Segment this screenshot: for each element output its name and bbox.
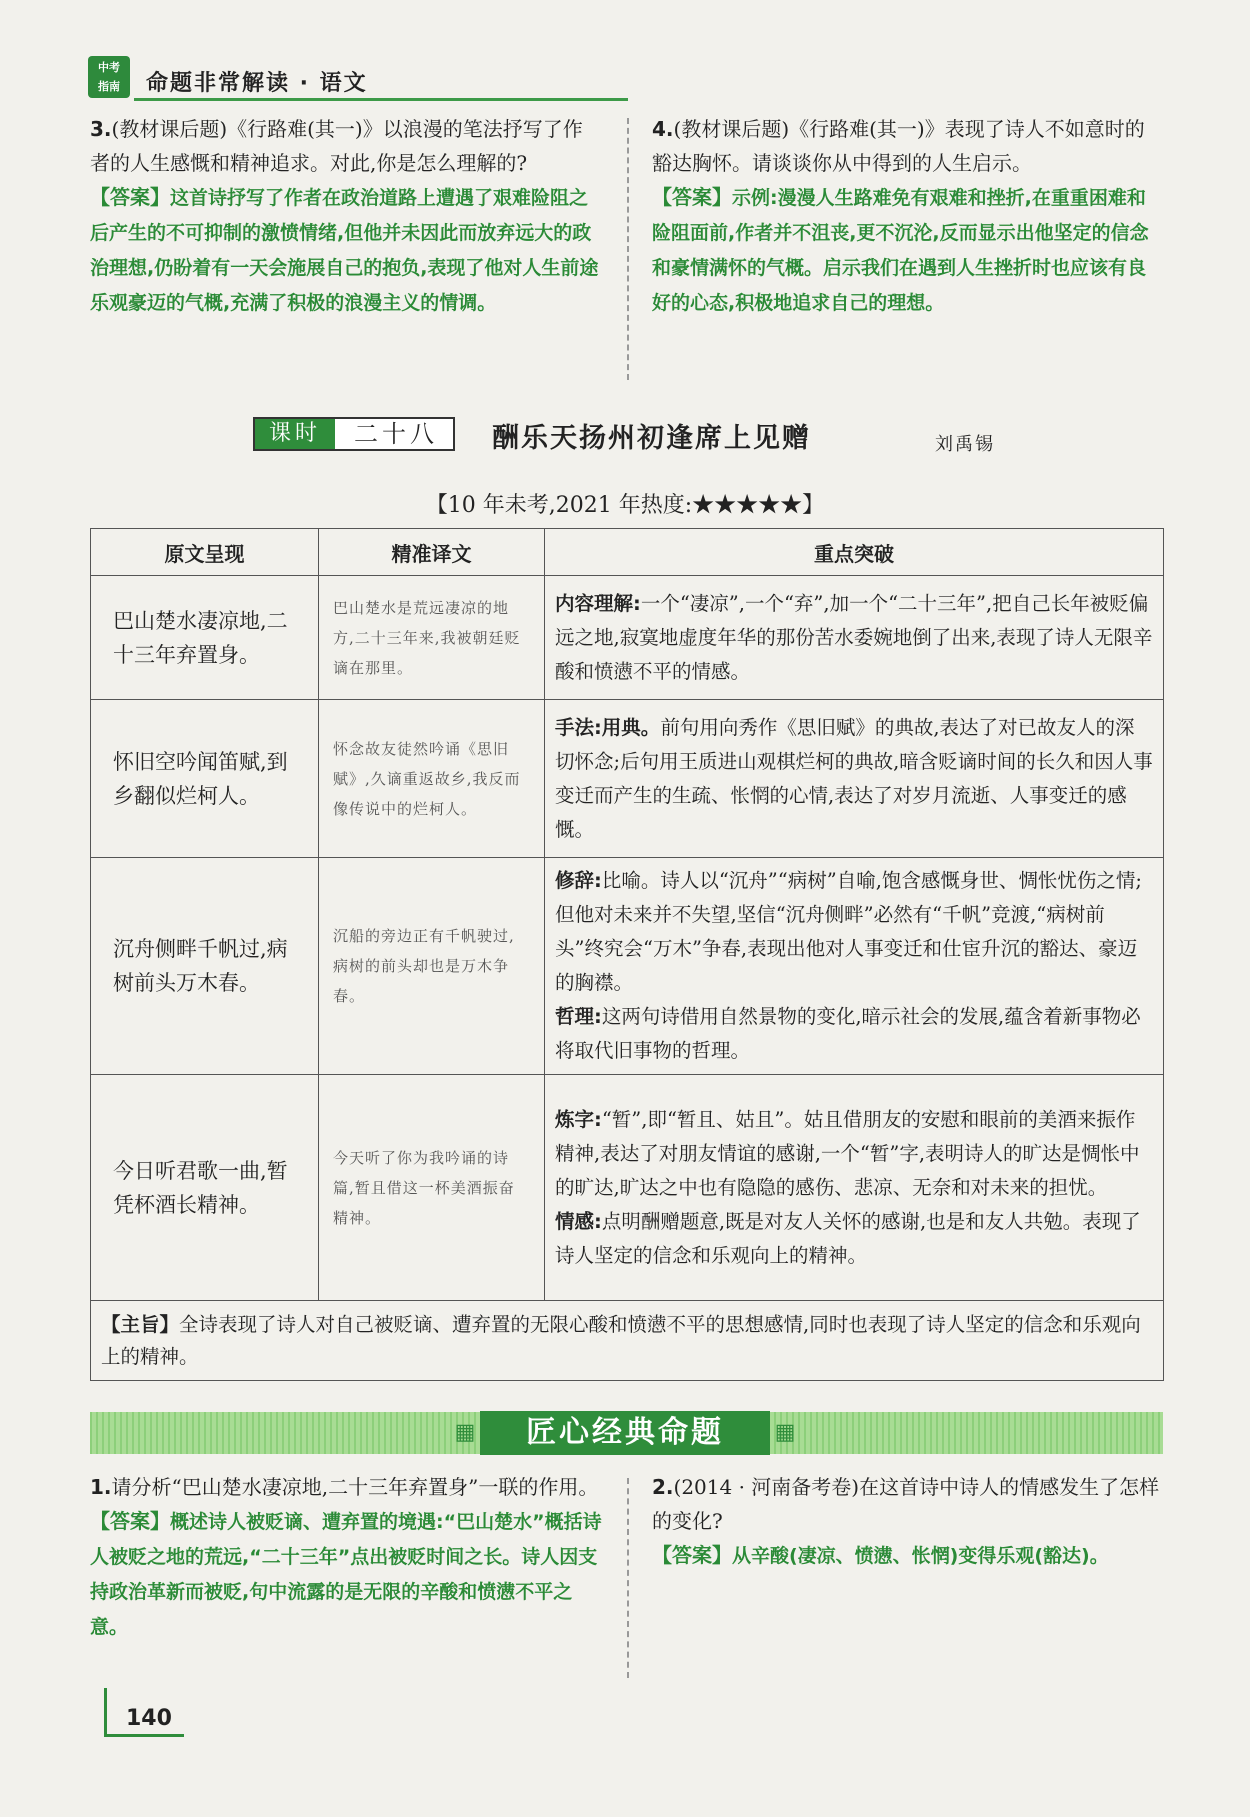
answer-text: 这首诗抒写了作者在政治道路上遭遇了艰难险阻之后产生的不可抑制的激愤情绪,但他并未因此而放弃远大的政治理想,仍盼着有一天会施展自己的抱负,表现了他对人生前途乐观豪迈的气概,充满了积极的浪漫主义的情调。: [90, 187, 599, 314]
translation-text: 巴山楚水是荒远凄凉的地方,二十三年来,我被朝廷贬谪在那里。: [319, 576, 545, 700]
point-text: “暂”,即“暂且、姑且”。姑且借朋友的安慰和眼前的美酒来振作精神,表达了对朋友情谊的感谢,一个“暂”字,表明诗人的旷达是惆怅中的旷达,旷达之中也有隐隐的感伤、悲凉、无奈和对未来的担忧。: [555, 1107, 1140, 1199]
table-header-row: [91, 529, 1164, 576]
answer-label: 【答案】: [652, 185, 732, 209]
key-points: [545, 1075, 1164, 1301]
question-3: [90, 112, 602, 320]
point-label: 内容理解:: [555, 591, 641, 615]
key-points: [545, 576, 1164, 700]
question-text: (教材课后题)《行路难(其一)》以浪漫的笔法抒写了作者的人生感慨和精神追求。对此,你是怎么理解的?: [90, 117, 583, 175]
section-title: 匠心经典命题: [480, 1411, 770, 1455]
point-label: 炼字:: [555, 1107, 602, 1131]
answer-text: 概述诗人被贬谪、遭弃置的境遇:“巴山楚水”概括诗人被贬之地的荒远,“二十三年”点出被贬时间之长。诗人因支持政治革新而被贬,句中流露的是无限的辛酸和愤懑不平之意。: [90, 1511, 602, 1638]
header-original: 原文呈现: [91, 529, 319, 576]
question-text: (教材课后题)《行路难(其一)》表现了诗人不如意时的豁达胸怀。请谈谈你从中得到的人生启示。: [652, 117, 1145, 175]
question-number: 3.: [90, 117, 112, 141]
question-number: 2.: [652, 1475, 674, 1499]
point-label: 手法:用典。: [555, 715, 661, 739]
table-row: [91, 1075, 1164, 1301]
question-1: [90, 1470, 602, 1644]
page-number-bar: [104, 1688, 107, 1734]
question-text: (2014 · 河南备考卷)在这首诗中诗人的情感发生了怎样的变化?: [652, 1475, 1160, 1533]
header-translation: 精准译文: [319, 529, 545, 576]
original-text: 今日听君歌一曲,暂凭杯酒长精神。: [91, 1075, 319, 1301]
poem-author: 刘禹锡: [935, 434, 995, 455]
answer-label: 【答案】: [90, 185, 170, 209]
point-text: 这两句诗借用自然景物的变化,暗示社会的发展,蕴含着新事物必将取代旧事物的哲理。: [555, 1005, 1141, 1062]
table-row: [91, 576, 1164, 700]
page-number-underline: [104, 1734, 184, 1737]
page-header: [88, 52, 628, 102]
key-points: [545, 858, 1164, 1075]
question-2: [652, 1470, 1162, 1573]
table-row: [91, 858, 1164, 1075]
theme-label: 【主旨】: [101, 1312, 180, 1336]
point-label: 情感:: [555, 1209, 602, 1233]
point-text: 一个“凄凉”,一个“弃”,加一个“二十三年”,把自己长年被贬偏远之地,寂寞地虚度年华的那份苦水委婉地倒了出来,表现了诗人无限辛酸和愤懑不平的情感。: [555, 591, 1153, 683]
answer-label: 【答案】: [90, 1509, 170, 1533]
ornament-icon: ▦: [454, 1420, 476, 1445]
table-row: [91, 700, 1164, 858]
analysis-table: [90, 528, 1164, 1381]
poem-title: 酬乐天扬州初逢席上见赠: [492, 423, 811, 454]
brand-logo: 中考 指南: [88, 56, 130, 98]
page-number: 140: [126, 1706, 172, 1731]
translation-text: 今天听了你为我吟诵的诗篇,暂且借这一杯美酒振奋精神。: [319, 1075, 545, 1301]
lesson-number: 二十八: [354, 420, 438, 448]
original-text: 沉舟侧畔千帆过,病树前头万木春。: [91, 858, 319, 1075]
point-text: 点明酬赠题意,既是对友人关怀的感谢,也是和友人共勉。表现了诗人坚定的信念和乐观向上的精神。: [555, 1209, 1141, 1267]
translation-text: 怀念故友徒然吟诵《思旧赋》,久谪重返故乡,我反而像传说中的烂柯人。: [319, 700, 545, 858]
lesson-tag: [253, 417, 455, 451]
book-title: 命题非常解读 · 语文: [146, 71, 368, 96]
question-text: 请分析“巴山楚水凄凉地,二十三年弃置身”一联的作用。: [111, 1475, 599, 1499]
answer-text: 从辛酸(凄凉、愤懑、怅惘)变得乐观(豁达)。: [732, 1545, 1109, 1567]
theme-text: 全诗表现了诗人对自己被贬谪、遭弃置的无限心酸和愤懑不平的思想感情,同时也表现了诗人坚定的信念和乐观向上的精神。: [101, 1312, 1141, 1368]
header-underline: [134, 98, 628, 101]
question-number: 1.: [90, 1475, 112, 1499]
original-text: 怀旧空吟闻笛赋,到乡翻似烂柯人。: [91, 700, 319, 858]
question-number: 4.: [652, 117, 674, 141]
theme-row: [91, 1301, 1164, 1381]
column-divider: [627, 1478, 629, 1678]
answer-label: 【答案】: [652, 1543, 732, 1567]
question-4: [652, 112, 1162, 320]
original-text: 巴山楚水凄凉地,二十三年弃置身。: [91, 576, 319, 700]
header-key-points: 重点突破: [545, 529, 1164, 576]
lesson-label: 课时: [255, 419, 335, 449]
key-points: [545, 700, 1164, 858]
ornament-icon: ▦: [774, 1420, 796, 1445]
point-label: 修辞:: [555, 869, 602, 892]
point-text: 比喻。诗人以“沉舟”“病树”自喻,饱含感慨身世、惆怅忧伤之情;但他对未来并不失望,坚信“沉舟侧畔”必然有“千帆”竞渡,“病树前头”终究会“万木”争春,表现出他对人事变迁和仕宦升沉的豁达、豪迈的胸襟。: [555, 869, 1142, 994]
answer-text: 示例:漫漫人生路难免有艰难和挫折,在重重困难和险阻面前,作者并不沮丧,更不沉沦,反而显示出他坚定的信念和豪情满怀的气概。启示我们在遇到人生挫折时也应该有良好的心态,积极地追求自己的理想。: [652, 187, 1149, 314]
point-text: 前句用向秀作《思旧赋》的典故,表达了对已故友人的深切怀念;后句用王质进山观棋烂柯的典故,暗含贬谪时间的长久和因人事变迁而产生的生疏、怅惘的心情,表达了对岁月流逝、人事变迁的感慨。: [555, 715, 1153, 841]
exam-frequency: 【10 年未考,2021 年热度:★★★★★】: [425, 493, 825, 518]
point-label: 哲理:: [555, 1005, 602, 1028]
column-divider: [627, 118, 629, 380]
translation-text: 沉船的旁边正有千帆驶过,病树的前头却也是万木争春。: [319, 858, 545, 1075]
theme-cell: [91, 1301, 1164, 1381]
